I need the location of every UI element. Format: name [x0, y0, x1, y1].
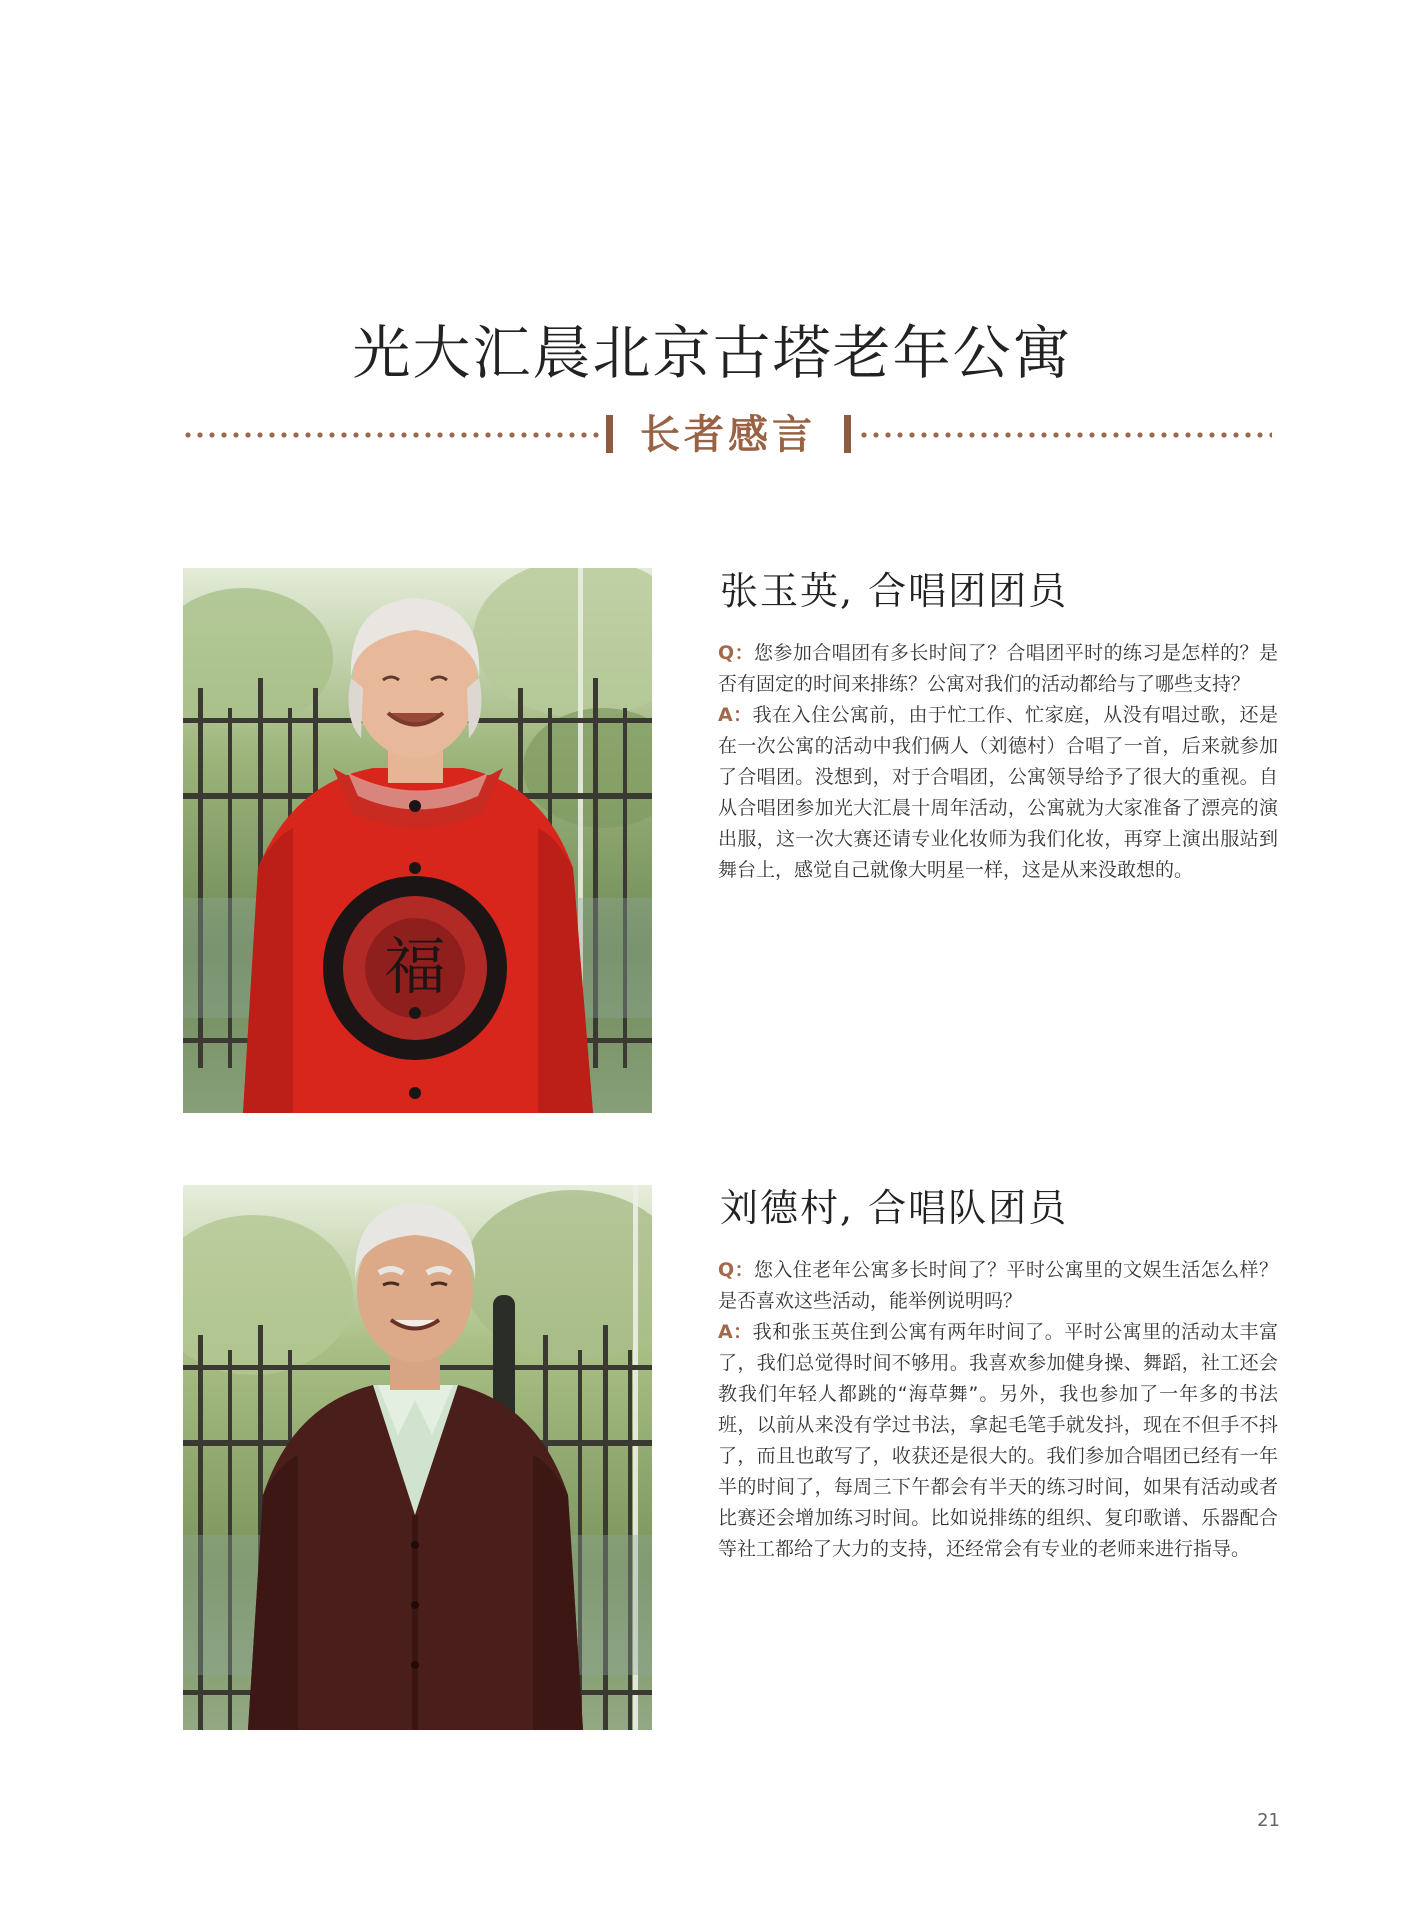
answer-paragraph: [718, 1317, 1278, 1565]
answer-label: A：: [718, 1321, 753, 1343]
question-paragraph: [718, 638, 1278, 700]
question-label: Q：: [718, 642, 754, 664]
interview-entry-1: [718, 566, 1278, 886]
section-subtitle: 长者感言: [640, 412, 816, 458]
answer-text: 我在入住公寓前，由于忙工作、忙家庭，从没有唱过歌，还是在一次公寓的活动中我们俩人（刘德村）合唱了一首，后来就参加了合唱团。没想到，对于合唱团，公寓领导给予了很大的重视。自从合唱团参加光大汇晨十周年活动，公寓就为大家准备了漂亮的演出服，这一次大赛还请专业化妆师为我们化妆，再穿上演出服站到舞台上，感觉自己就像大明星一样，这是从来没敢想的。: [718, 704, 1278, 881]
page-title: 光大汇晨北京古塔老年公寓: [352, 319, 1073, 387]
portrait-photo-2: [183, 1185, 652, 1730]
divider-bar-left: [606, 415, 613, 453]
question-paragraph: [718, 1255, 1278, 1317]
portrait-man-brown-cardigan-icon: [183, 1185, 652, 1730]
section-divider: [182, 405, 1272, 465]
dotted-rule-left: [182, 431, 600, 439]
answer-text: 我和张玉英住到公寓有两年时间了。平时公寓里的活动太丰富了，我们总觉得时间不够用。我喜欢参加健身操、舞蹈，社工还会教我们年轻人都跳的“海草舞”。另外，我也参加了一年多的书法班，以前从来没有学过书法，拿起毛笔手就发抖，现在不但手不抖了，而且也敢写了，收获还是很大的。我们参加合唱团已经有一年半的时间了，每周三下午都会有半天的练习时间，如果有活动或者比赛还会增加练习时间。比如说排练的组织、复印歌谱、乐器配合等社工都给了大力的支持，还经常会有专业的老师来进行指导。: [718, 1321, 1278, 1560]
person-name-title: 张玉英, 合唱团团员: [720, 569, 1069, 613]
divider-bar-right: [844, 415, 851, 453]
interview-entry-2: [718, 1183, 1278, 1565]
dotted-rule-right: [858, 431, 1272, 439]
answer-paragraph: [718, 700, 1278, 886]
svg-text:福: 福: [383, 930, 447, 1003]
page-number: 21: [1257, 1810, 1280, 1831]
portrait-photo-1: [183, 568, 652, 1113]
question-text: 您参加合唱团有多长时间了？合唱团平时的练习是怎样的？是否有固定的时间来排练？公寓对我们的活动都给与了哪些支持？: [718, 642, 1278, 695]
question-text: 您入住老年公寓多长时间了？平时公寓里的文娱生活怎么样？是否喜欢这些活动，能举例说明吗？: [718, 1259, 1278, 1312]
portrait-woman-red-sweater-icon: [183, 568, 652, 1113]
person-name-title: 刘德村, 合唱队团员: [720, 1186, 1069, 1230]
answer-label: A：: [718, 704, 753, 726]
question-label: Q：: [718, 1259, 754, 1281]
